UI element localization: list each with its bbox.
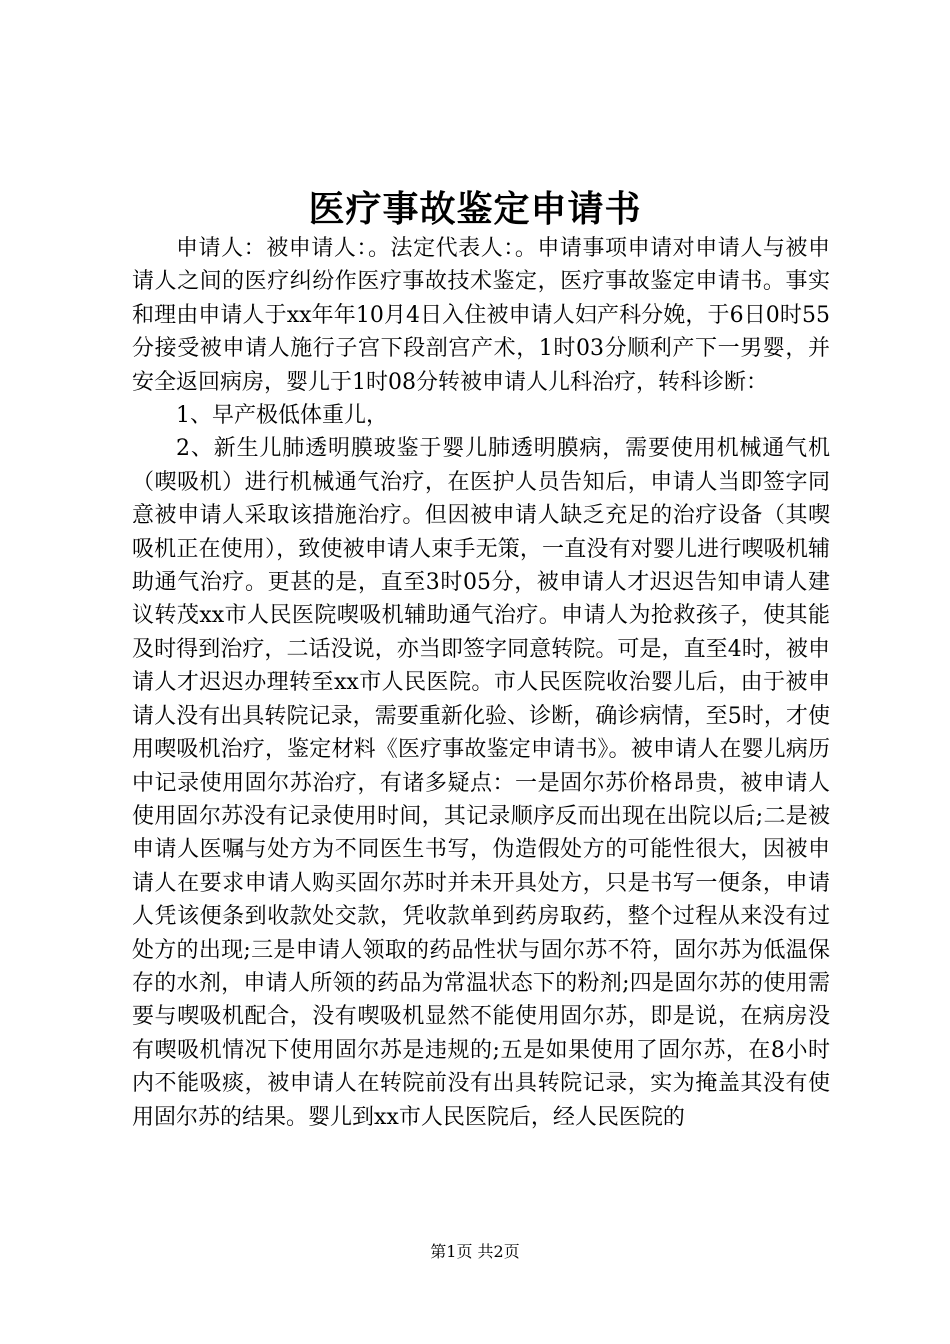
paragraph-diagnosis-1: 1、早产极低体重儿，	[176, 403, 388, 429]
document-title: 医疗事故鉴定申请书	[308, 188, 642, 230]
paragraph-intro: 申请人：被申请人：。法定代表人：。申请事项申请对申请人与被申请人之间的医疗纠纷作医疗事故技术鉴定，医疗事故鉴定申请书。事实和理由申请人于xx年年10月4日入住被申请人妇产科分娩，于6日0时55分接受被申请人施行子宫下段剖宫产术，1时03分顺利产下一男婴，并安全返回病房，婴儿于1时08分转被申请人儿科治疗，转科诊断：	[132, 236, 830, 395]
page-number-footer: 第1页 共2页	[430, 1242, 520, 1261]
paragraph-diagnosis-2: 2、新生儿肺透明膜玻鉴于婴儿肺透明膜病，需要使用机械通气机（喫吸机）进行机械通气治疗，在医护人员告知后，申请人当即签字同意被申请人采取该措施治疗。但因被申请人缺乏充足的治疗设备（其喫吸机正在使用），致使被申请人束手无策，一直没有对婴儿进行喫吸机辅助通气治疗。更甚的是，直至3时05分，被申请人才迟迟告知申请人建议转茂xx市人民医院喫吸机辅助通气治疗。申请人为抢救孩子，使其能及时得到治疗，二话没说，亦当即签字同意转院。可是，直至4时，被申请人才迟迟办理转至xx市人民医院。市人民医院收治婴儿后，由于被申请人没有出具转院记录，需要重新化验、诊断，确诊病情，至5时，才使用喫吸机治疗，鉴定材料《医疗事故鉴定申请书》。被申请人在婴儿病历中记录使用固尔苏治疗，有诸多疑点：一是固尔苏价格昂贵，被申请人使用固尔苏没有记录使用时间，其记录顺序反而出现在出院以后;二是被申请人医嘱与处方为不同医生书写，伪造假处方的可能性很大，因被申请人在要求申请人购买固尔苏时并未开具处方，只是书写一便条，申请人凭该便条到收款处交款，凭收款单到药房取药，整个过程从来没有过处方的出现;三是申请人领取的药品性状与固尔苏不符，固尔苏为低温保存的水剂，申请人所领的药品为常温状态下的粉剂;四是固尔苏的使用需要与喫吸机配合，没有喫吸机显然不能使用固尔苏，即是说，在病房没有喫吸机情况下使用固尔苏是违规的;五是如果使用了固尔苏，在8小时内不能吸痰，被申请人在转院前没有出具转院记录，实为掩盖其没有使用固尔苏的结果。婴儿到xx市人民医院后，经人民医院的	[132, 436, 830, 1130]
document-body	[132, 232, 830, 1134]
